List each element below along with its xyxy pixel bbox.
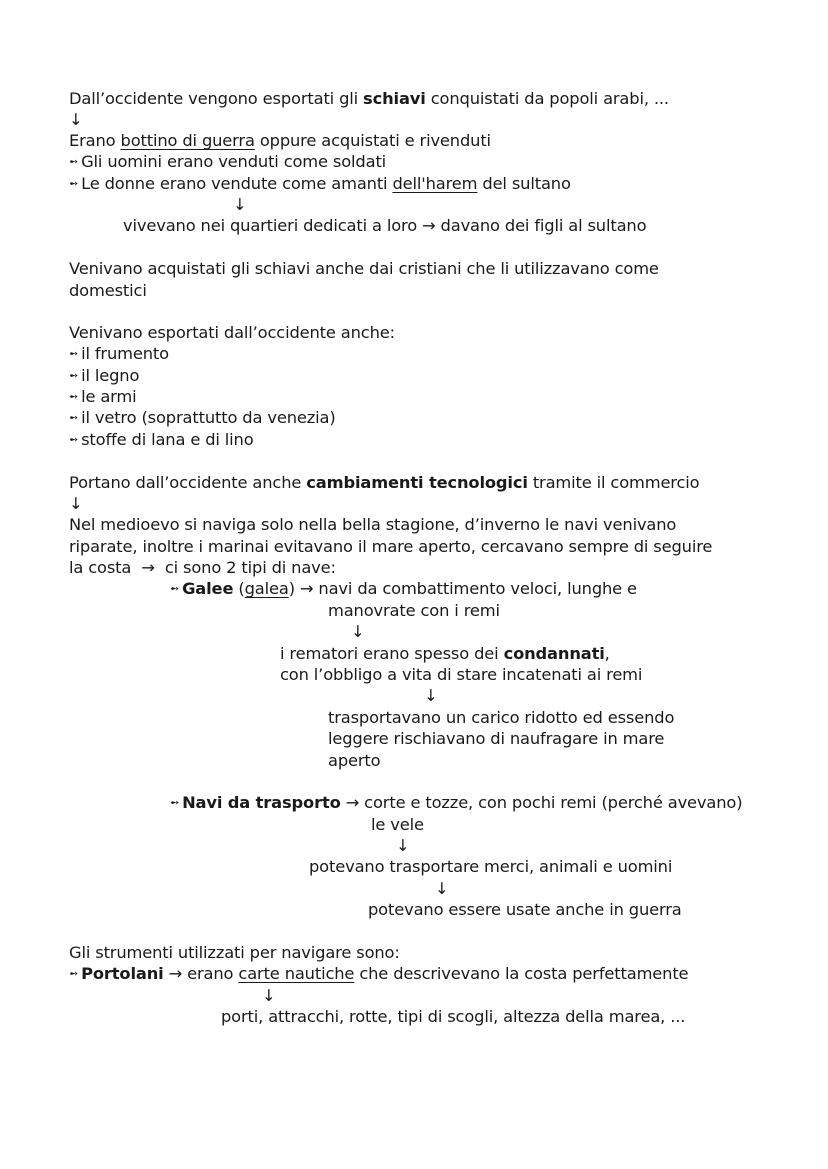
- underlined-term: carte nautiche: [238, 964, 355, 983]
- text: manovrate con i remi: [328, 601, 500, 620]
- text: aperto: [328, 751, 381, 770]
- text: tramite il commercio: [527, 473, 700, 492]
- text: del sultano: [477, 174, 571, 193]
- bold-term: cambiamenti tecnologici: [306, 473, 528, 492]
- text: (: [233, 579, 245, 598]
- galee-carico-3: [328, 750, 380, 771]
- text: Venivano acquistati gli schiavi anche dai cristiani che li utilizzavano come: [69, 259, 659, 278]
- text: potevano essere usate anche in guerra: [368, 900, 682, 919]
- schiavi-line-2: [69, 130, 491, 151]
- schiavi-line-5: [123, 215, 646, 236]
- arrow-down: [233, 194, 247, 215]
- underlined-term: galea: [244, 579, 289, 598]
- galee-rematori-2: [280, 664, 642, 685]
- bold-term: condannati: [503, 644, 605, 663]
- bullet-arrow-icon: ➻: [69, 177, 79, 190]
- text: porti, attracchi, rotte, tipi di scogli, altezza della marea, ...: [221, 1007, 686, 1026]
- bullet-arrow-icon: ➻: [69, 967, 79, 980]
- text: Dall’occidente vengono esportati gli: [69, 89, 364, 108]
- text: la costa → ci sono 2 tipi di nave:: [69, 558, 336, 577]
- trasporto-line-2: [371, 814, 424, 835]
- bold-term: Navi da trasporto: [182, 793, 341, 812]
- export-intro: [69, 322, 395, 343]
- strumenti-portolani: [69, 963, 688, 986]
- arrow-down: [69, 109, 83, 130]
- arrow-down-icon: ↓: [69, 110, 83, 129]
- text: le armi: [81, 387, 137, 406]
- arrow-down: [424, 685, 438, 706]
- galee-line-2: [328, 600, 500, 621]
- bold-term: schiavi: [363, 89, 426, 108]
- cristiani-line-2: [69, 280, 147, 301]
- text: potevano trasportare merci, animali e uomini: [309, 857, 673, 876]
- text: i rematori erano spesso dei: [280, 644, 504, 663]
- export-item: [69, 407, 336, 430]
- text: → corte e tozze, con pochi remi (perché avevano): [340, 793, 743, 812]
- text: Venivano esportati dall’occidente anche:: [69, 323, 395, 342]
- bullet-arrow-icon: ➻: [69, 390, 79, 403]
- bullet-arrow-icon: ➻: [69, 433, 79, 446]
- text: leggere rischiavano di naufragare in mare: [328, 729, 665, 748]
- text: riparate, inoltre i marinai evitavano il mare aperto, cercavano sempre di seguire: [69, 537, 713, 556]
- arrow-down: [435, 878, 449, 899]
- text: Le donne erano vendute come amanti: [81, 174, 393, 193]
- strumenti-intro: [69, 942, 400, 963]
- arrow-down-icon: ↓: [262, 986, 276, 1005]
- trasporto-line-1: [170, 792, 742, 815]
- text: il legno: [81, 366, 140, 385]
- text: conquistati da popoli arabi, ...: [425, 89, 669, 108]
- text: Portano dall’occidente anche: [69, 473, 307, 492]
- export-item: [69, 429, 254, 452]
- text: Gli uomini erano venduti come soldati: [81, 152, 387, 171]
- tecnologia-line-4: [69, 557, 336, 578]
- bullet-arrow-icon: ➻: [170, 582, 180, 595]
- bullet-arrow-icon: ➻: [69, 155, 79, 168]
- text: → navi da combattimento veloci, lunghe e: [294, 579, 637, 598]
- text: vivevano nei quartieri dedicati a loro → davano dei figli al sultano: [123, 216, 647, 235]
- galee-line-1: [170, 578, 637, 601]
- underlined-term: bottino di guerra: [120, 131, 255, 150]
- export-item: [69, 343, 169, 366]
- trasporto-guerra: [368, 899, 682, 920]
- text: stoffe di lana e di lino: [81, 430, 254, 449]
- underlined-term: dell'harem: [392, 174, 478, 193]
- text: il vetro (soprattutto da venezia): [81, 408, 336, 427]
- bullet-arrow-icon: ➻: [170, 796, 180, 809]
- galee-carico-2: [328, 728, 664, 749]
- arrow-down-icon: ↓: [233, 195, 247, 214]
- text: Gli strumenti utilizzati per navigare sono:: [69, 943, 400, 962]
- bullet-arrow-icon: ➻: [69, 369, 79, 382]
- text: domestici: [69, 281, 147, 300]
- schiavi-bullet-2: [69, 173, 571, 196]
- cristiani-line-1: [69, 258, 659, 279]
- tecnologia-line-1: [69, 472, 699, 493]
- text: le vele: [371, 815, 424, 834]
- bullet-arrow-icon: ➻: [69, 411, 79, 424]
- arrow-down-icon: ↓: [396, 836, 410, 855]
- trasporto-merci: [309, 856, 672, 877]
- text: → erano: [163, 964, 239, 983]
- text: Erano: [69, 131, 121, 150]
- schiavi-bullet-1: [69, 151, 386, 174]
- text: il frumento: [81, 344, 169, 363]
- export-item: [69, 365, 139, 388]
- galee-rematori-1: [280, 643, 610, 664]
- galee-carico-1: [328, 707, 674, 728]
- text: ): [288, 579, 295, 598]
- arrow-down: [69, 493, 83, 514]
- bullet-arrow-icon: ➻: [69, 347, 79, 360]
- arrow-down-icon: ↓: [435, 879, 449, 898]
- text: trasportavano un carico ridotto ed essendo: [328, 708, 675, 727]
- arrow-down-icon: ↓: [424, 686, 438, 705]
- arrow-down: [262, 985, 276, 1006]
- bold-term: Galee: [182, 579, 234, 598]
- bold-term: Portolani: [81, 964, 164, 983]
- export-item: [69, 386, 137, 409]
- tecnologia-line-2: [69, 514, 676, 535]
- schiavi-line-1: [69, 88, 669, 109]
- strumenti-detail: [221, 1006, 685, 1027]
- arrow-down: [396, 835, 410, 856]
- arrow-down-icon: ↓: [69, 494, 83, 513]
- text: ,: [604, 644, 610, 663]
- arrow-down: [351, 621, 365, 642]
- text: oppure acquistati e rivenduti: [254, 131, 491, 150]
- text: Nel medioevo si naviga solo nella bella stagione, d’inverno le navi venivano: [69, 515, 677, 534]
- arrow-down-icon: ↓: [351, 622, 365, 641]
- tecnologia-line-3: [69, 536, 712, 557]
- text: che descrivevano la costa perfettamente: [354, 964, 689, 983]
- text: con l’obbligo a vita di stare incatenati ai remi: [280, 665, 643, 684]
